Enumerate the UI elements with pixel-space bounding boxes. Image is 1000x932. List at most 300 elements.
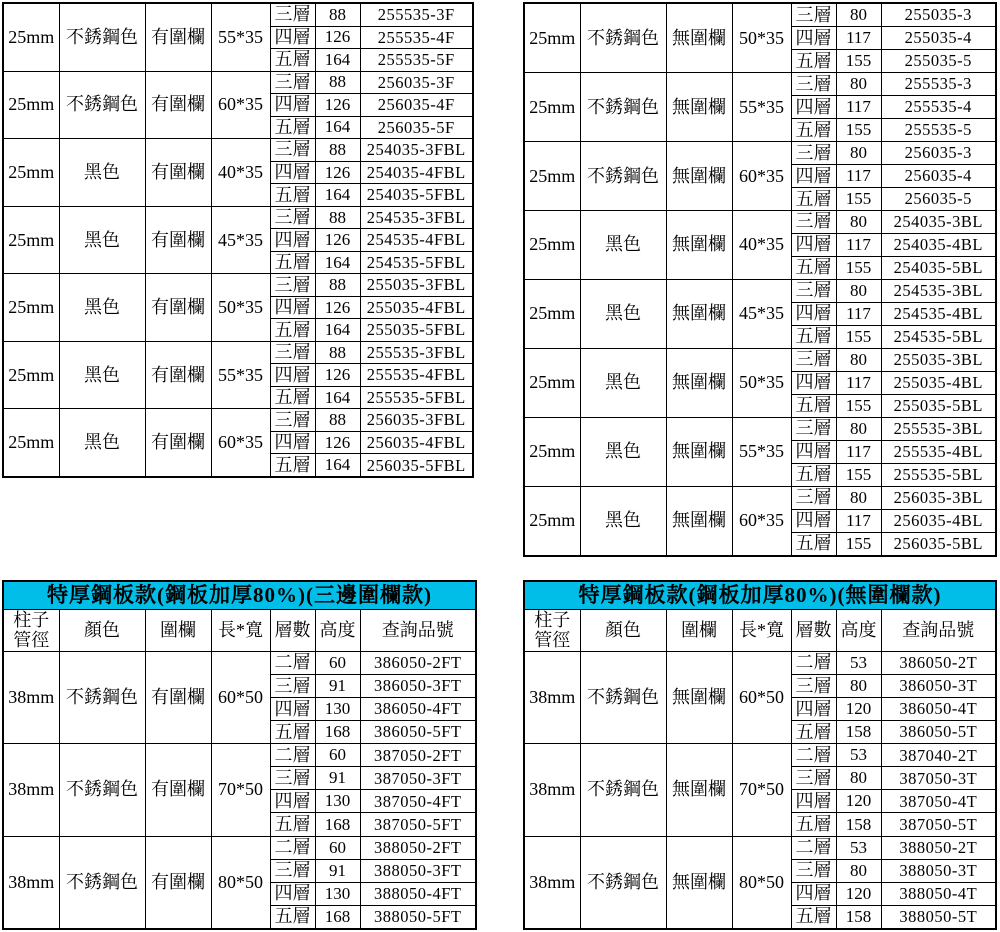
layer-cell: 四層 [270,296,315,319]
height-cell: 168 [315,813,360,836]
header-pipe-diameter [524,609,580,651]
layer-cell: 四層 [791,27,836,50]
product-code-cell: 255035-4FBL [360,296,473,319]
product-code-cell: 387050-2FT [360,744,476,767]
height-cell: 117 [836,96,881,119]
height-cell: 53 [836,836,881,859]
height-cell: 126 [315,161,360,184]
pipe-size-cell: 25mm [524,417,580,486]
dimensions-cell: 50*35 [732,3,791,73]
pipe-size-cell: 25mm [524,141,580,210]
color-cell: 黑色 [580,486,666,556]
layer-cell: 二層 [791,744,836,767]
color-cell: 黑色 [59,206,145,274]
product-code-cell: 255035-4 [881,27,996,50]
height-cell: 117 [836,371,881,394]
header-pipe-diameter-line: 柱子 [13,609,50,630]
product-code-cell: 254535-3BL [881,279,996,302]
height-cell: 80 [836,767,881,790]
spec-table-38mm-no-fence [523,580,997,930]
height-cell: 120 [836,882,881,905]
layer-cell: 三層 [791,141,836,164]
dimensions-cell: 45*35 [732,279,791,348]
height-cell: 130 [315,790,360,813]
product-code-cell: 255535-4F [360,26,473,49]
pipe-size-cell: 38mm [3,836,59,929]
color-cell: 不銹鋼色 [59,651,145,743]
product-code-cell: 256035-3FBL [360,409,473,432]
height-cell: 60 [315,651,360,674]
header-color: 顏色 [59,609,145,651]
product-code-cell: 256035-5 [881,187,996,210]
product-code-cell: 254035-3BL [881,210,996,233]
product-code-cell: 255035-3 [881,3,996,27]
header-product-code: 查詢品號 [881,609,996,651]
header-pipe-diameter-line: 管徑 [534,630,571,651]
color-cell: 不銹鋼色 [580,3,666,73]
product-code-cell: 255035-3BL [881,348,996,371]
pipe-size-cell: 25mm [524,348,580,417]
layer-cell: 五層 [791,813,836,836]
layer-cell: 四層 [791,371,836,394]
color-cell: 不銹鋼色 [580,651,666,743]
pipe-size-cell: 25mm [524,3,580,73]
product-code-cell: 386050-2FT [360,651,476,674]
product-code-cell: 388050-3T [881,859,996,882]
layer-cell: 三層 [270,859,315,882]
height-cell: 126 [315,431,360,454]
layer-cell: 五層 [791,721,836,744]
table-row [3,139,473,162]
height-cell: 88 [315,3,360,26]
header-color: 顏色 [580,609,666,651]
height-cell: 117 [836,509,881,532]
pipe-size-cell: 25mm [3,3,59,71]
color-cell: 不銹鋼色 [59,836,145,929]
layer-cell: 三層 [791,279,836,302]
fence-cell: 無圍欄 [666,651,732,743]
product-code-cell: 254535-4FBL [360,229,473,252]
height-cell: 88 [315,139,360,162]
layer-cell: 五層 [270,49,315,72]
dimensions-cell: 50*35 [732,348,791,417]
product-code-cell: 254535-5BL [881,325,996,348]
product-code-cell: 386050-5T [881,721,996,744]
dimensions-cell: 60*35 [211,71,270,139]
header-dimensions: 長*寬 [732,609,791,651]
product-code-cell: 386050-4T [881,698,996,721]
product-code-cell: 387050-4FT [360,790,476,813]
layer-cell: 五層 [270,454,315,477]
height-cell: 164 [315,251,360,274]
height-cell: 155 [836,256,881,279]
layer-cell: 五層 [270,319,315,342]
fence-cell: 有圍欄 [145,409,211,477]
color-cell: 不銹鋼色 [580,836,666,929]
dimensions-cell: 60*35 [732,141,791,210]
height-cell: 164 [315,184,360,207]
layer-cell: 五層 [791,463,836,486]
table-row [3,409,473,432]
product-code-cell: 255535-5BL [881,463,996,486]
height-cell: 155 [836,50,881,73]
height-cell: 155 [836,187,881,210]
layer-cell: 三層 [270,3,315,26]
layer-cell: 三層 [791,348,836,371]
pipe-size-cell: 25mm [3,71,59,139]
height-cell: 168 [315,721,360,744]
product-code-cell: 254535-5FBL [360,251,473,274]
product-code-cell: 256035-3 [881,141,996,164]
table-row [3,71,473,94]
layer-cell: 三層 [791,767,836,790]
table-row [524,3,996,27]
product-code-cell: 388050-4FT [360,882,476,905]
product-code-cell: 254035-5BL [881,256,996,279]
table-row [524,486,996,509]
dimensions-cell: 70*50 [211,744,270,836]
dimensions-cell: 60*35 [732,486,791,556]
height-cell: 130 [315,882,360,905]
layer-cell: 四層 [270,364,315,387]
height-cell: 117 [836,302,881,325]
layer-cell: 五層 [270,184,315,207]
layer-cell: 三層 [791,417,836,440]
pipe-size-cell: 25mm [524,279,580,348]
height-cell: 91 [315,767,360,790]
layer-cell: 三層 [270,674,315,697]
fence-cell: 無圍欄 [666,210,732,279]
pipe-size-cell: 25mm [524,73,580,142]
product-code-cell: 254535-4BL [881,302,996,325]
height-cell: 126 [315,94,360,117]
height-cell: 88 [315,206,360,229]
layer-cell: 四層 [791,233,836,256]
layer-cell: 五層 [270,251,315,274]
product-code-cell: 256035-3BL [881,486,996,509]
table-row [524,651,996,674]
color-cell: 黑色 [580,417,666,486]
layer-cell: 四層 [270,431,315,454]
top-left-table [2,2,474,478]
color-cell: 黑色 [59,139,145,207]
height-cell: 158 [836,813,881,836]
table-title: 特厚鋼板款(鋼板加厚80%)(三邊圍欄款) [3,581,476,609]
layer-cell: 三層 [270,767,315,790]
product-code-cell: 255035-4BL [881,371,996,394]
top-right-table [523,2,997,557]
pipe-size-cell: 38mm [524,836,580,929]
product-code-cell: 386050-5FT [360,721,476,744]
fence-cell: 無圍欄 [666,279,732,348]
color-cell: 不銹鋼色 [59,71,145,139]
layer-cell: 三層 [270,341,315,364]
height-cell: 126 [315,364,360,387]
height-cell: 80 [836,674,881,697]
product-code-cell: 255535-3BL [881,417,996,440]
color-cell: 不銹鋼色 [59,744,145,836]
pipe-size-cell: 25mm [3,409,59,477]
dimensions-cell: 50*35 [211,274,270,342]
layer-cell: 三層 [791,486,836,509]
product-code-cell: 256035-3F [360,71,473,94]
color-cell: 不銹鋼色 [580,744,666,836]
product-code-cell: 387050-5T [881,813,996,836]
product-code-cell: 256035-4BL [881,509,996,532]
product-code-cell: 254535-3FBL [360,206,473,229]
header-pipe-diameter-line: 柱子 [534,609,571,630]
product-code-cell: 386050-3T [881,674,996,697]
product-code-cell: 255535-4FBL [360,364,473,387]
layer-cell: 五層 [791,325,836,348]
fence-cell: 有圍欄 [145,206,211,274]
height-cell: 60 [315,744,360,767]
layer-cell: 四層 [791,790,836,813]
height-cell: 117 [836,27,881,50]
height-cell: 158 [836,905,881,929]
height-cell: 91 [315,859,360,882]
table-title: 特厚鋼板款(鋼板加厚80%)(無圍欄款) [524,581,996,609]
fence-cell: 有圍欄 [145,3,211,71]
table-title-row [3,581,476,609]
layer-cell: 二層 [270,836,315,859]
layer-cell: 五層 [270,721,315,744]
product-code-cell: 255535-5FBL [360,386,473,409]
fence-cell: 無圍欄 [666,836,732,929]
height-cell: 117 [836,233,881,256]
layer-cell: 四層 [791,96,836,119]
table-row [524,744,996,767]
product-code-cell: 256035-5BL [881,532,996,556]
dimensions-cell: 40*35 [211,139,270,207]
layer-cell: 三層 [791,674,836,697]
layer-cell: 五層 [791,187,836,210]
dimensions-cell: 40*35 [732,210,791,279]
table-row [3,341,473,364]
fence-cell: 無圍欄 [666,417,732,486]
layer-cell: 四層 [270,698,315,721]
dimensions-cell: 60*50 [732,651,791,743]
table-row [3,274,473,297]
layer-cell: 三層 [270,274,315,297]
layer-cell: 五層 [270,116,315,139]
height-cell: 80 [836,279,881,302]
layer-cell: 五層 [270,905,315,929]
fence-cell: 有圍欄 [145,836,211,929]
layer-cell: 五層 [791,394,836,417]
product-code-cell: 255535-4 [881,96,996,119]
product-code-cell: 387050-5FT [360,813,476,836]
layer-cell: 五層 [791,905,836,929]
height-cell: 80 [836,859,881,882]
pipe-size-cell: 25mm [3,139,59,207]
layer-cell: 三層 [791,859,836,882]
layer-cell: 二層 [270,651,315,674]
layer-cell: 四層 [791,882,836,905]
height-cell: 130 [315,698,360,721]
height-cell: 120 [836,698,881,721]
product-code-cell: 386050-3FT [360,674,476,697]
header-layers: 層數 [791,609,836,651]
header-fence: 圍欄 [145,609,211,651]
layer-cell: 五層 [791,532,836,556]
fence-cell: 有圍欄 [145,71,211,139]
fence-cell: 有圍欄 [145,744,211,836]
product-code-cell: 388050-5T [881,905,996,929]
layer-cell: 四層 [270,26,315,49]
color-cell: 黑色 [59,341,145,409]
product-code-cell: 256035-5FBL [360,454,473,477]
bottom-left-table [2,580,477,930]
pipe-size-cell: 25mm [3,206,59,274]
layer-cell: 二層 [791,651,836,674]
header-product-code: 查詢品號 [360,609,476,651]
height-cell: 164 [315,49,360,72]
product-code-cell: 255535-4BL [881,440,996,463]
layer-cell: 三層 [791,3,836,27]
height-cell: 117 [836,440,881,463]
layer-cell: 四層 [270,94,315,117]
table-row [524,348,996,371]
dimensions-cell: 80*50 [732,836,791,929]
header-layers: 層數 [270,609,315,651]
layer-cell: 四層 [791,164,836,187]
table-header-row [524,609,996,651]
height-cell: 80 [836,486,881,509]
layer-cell: 四層 [270,882,315,905]
product-code-cell: 254035-3FBL [360,139,473,162]
fence-cell: 有圍欄 [145,274,211,342]
height-cell: 91 [315,674,360,697]
table-row [524,210,996,233]
layer-cell: 三層 [791,73,836,96]
table-row [3,206,473,229]
product-code-cell: 387040-2T [881,744,996,767]
header-pipe-diameter-line: 管徑 [13,630,50,651]
product-code-cell: 386050-2T [881,651,996,674]
pipe-size-cell: 25mm [3,274,59,342]
fence-cell: 無圍欄 [666,73,732,142]
product-code-cell: 255535-3FBL [360,341,473,364]
height-cell: 80 [836,141,881,164]
dimensions-cell: 80*50 [211,836,270,929]
height-cell: 88 [315,409,360,432]
height-cell: 155 [836,463,881,486]
dimensions-cell: 45*35 [211,206,270,274]
layer-cell: 四層 [791,698,836,721]
fence-cell: 有圍欄 [145,139,211,207]
dimensions-cell: 70*50 [732,744,791,836]
product-code-cell: 256035-4 [881,164,996,187]
color-cell: 黑色 [59,409,145,477]
dimensions-cell: 60*35 [211,409,270,477]
height-cell: 126 [315,296,360,319]
layer-cell: 五層 [791,256,836,279]
product-code-cell: 256035-5F [360,116,473,139]
header-pipe-diameter [3,609,59,651]
color-cell: 黑色 [580,348,666,417]
table-row [3,744,476,767]
color-cell: 黑色 [580,279,666,348]
product-code-cell: 386050-4FT [360,698,476,721]
fence-cell: 無圍欄 [666,3,732,73]
product-code-cell: 255035-5 [881,50,996,73]
layer-cell: 五層 [791,119,836,142]
fence-cell: 無圍欄 [666,141,732,210]
product-code-cell: 388050-4T [881,882,996,905]
table-header-row [3,609,476,651]
product-code-cell: 387050-3T [881,767,996,790]
product-code-cell: 388050-2T [881,836,996,859]
spec-table-25mm-no-fence [523,2,997,557]
height-cell: 155 [836,325,881,348]
layer-cell: 四層 [270,229,315,252]
bottom-right-table [523,580,997,930]
dimensions-cell: 55*35 [732,73,791,142]
pipe-size-cell: 25mm [524,486,580,556]
layer-cell: 三層 [270,71,315,94]
layer-cell: 二層 [791,836,836,859]
fence-cell: 無圍欄 [666,348,732,417]
layer-cell: 四層 [791,509,836,532]
spec-table-25mm-with-fence [2,2,474,478]
height-cell: 158 [836,721,881,744]
height-cell: 80 [836,348,881,371]
height-cell: 53 [836,744,881,767]
product-code-cell: 387050-4T [881,790,996,813]
layer-cell: 三層 [270,139,315,162]
color-cell: 黑色 [580,210,666,279]
layer-cell: 四層 [270,161,315,184]
color-cell: 不銹鋼色 [59,3,145,71]
product-code-cell: 256035-4F [360,94,473,117]
product-code-cell: 256035-4FBL [360,431,473,454]
color-cell: 不銹鋼色 [580,141,666,210]
height-cell: 164 [315,454,360,477]
product-code-cell: 255535-3 [881,73,996,96]
height-cell: 164 [315,116,360,139]
table-row [524,836,996,859]
header-fence: 圍欄 [666,609,732,651]
layer-cell: 五層 [791,50,836,73]
table-row [3,3,473,26]
product-code-cell: 254035-4BL [881,233,996,256]
table-row [524,279,996,302]
height-cell: 155 [836,119,881,142]
layer-cell: 二層 [270,744,315,767]
table-row [524,141,996,164]
color-cell: 黑色 [59,274,145,342]
fence-cell: 有圍欄 [145,341,211,409]
layer-cell: 四層 [791,302,836,325]
height-cell: 126 [315,229,360,252]
header-height: 高度 [836,609,881,651]
product-code-cell: 255535-3F [360,3,473,26]
height-cell: 164 [315,319,360,342]
table-row [3,836,476,859]
pipe-size-cell: 38mm [524,651,580,743]
product-code-cell: 255035-3FBL [360,274,473,297]
product-code-cell: 254035-5FBL [360,184,473,207]
height-cell: 120 [836,790,881,813]
height-cell: 60 [315,836,360,859]
height-cell: 88 [315,274,360,297]
pipe-size-cell: 38mm [3,744,59,836]
height-cell: 88 [315,341,360,364]
layer-cell: 三層 [270,206,315,229]
product-code-cell: 254035-4FBL [360,161,473,184]
height-cell: 168 [315,905,360,929]
